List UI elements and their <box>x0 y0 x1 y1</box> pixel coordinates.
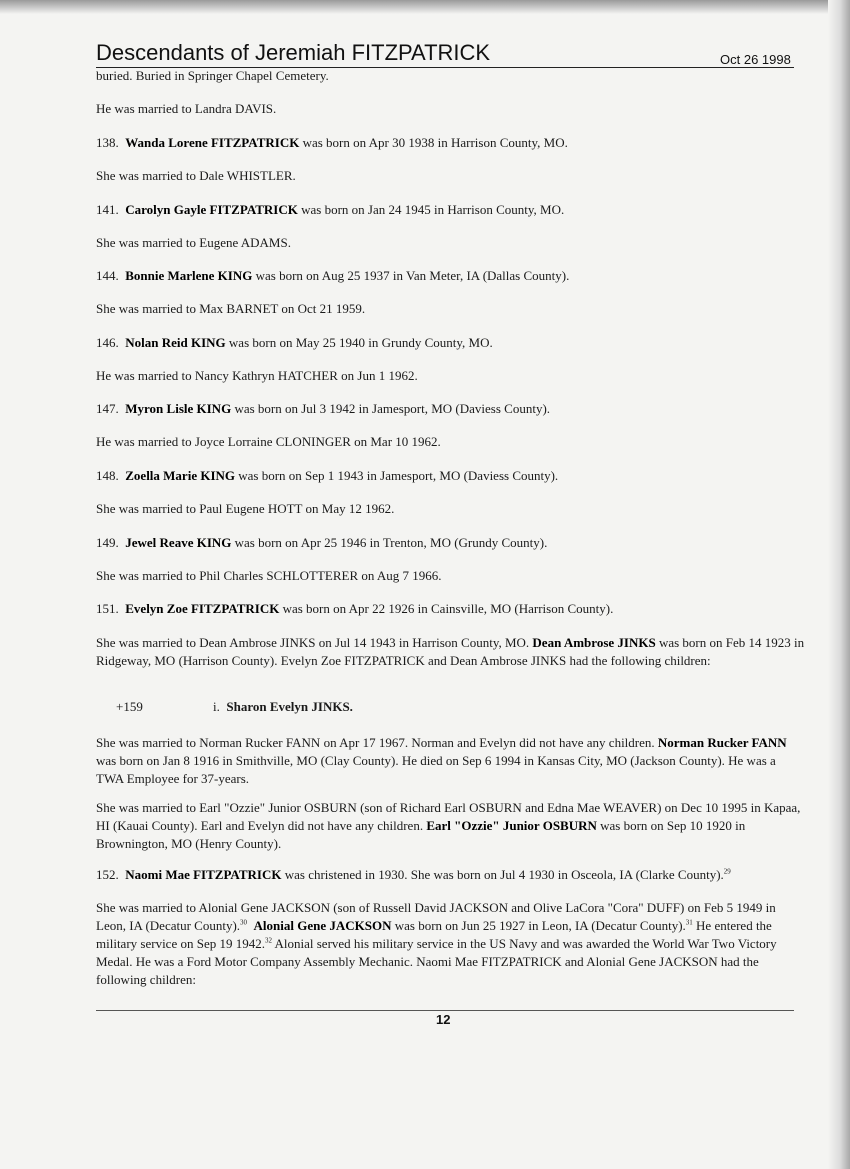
person-name: Zoella Marie KING <box>125 468 236 483</box>
entry-text: She was married to Eugene ADAMS. <box>96 235 291 250</box>
spouse-name: Earl "Ozzie" Junior OSBURN <box>426 818 597 833</box>
person-entry-146 <box>96 334 806 352</box>
spouse-name: Alonial Gene JACKSON <box>253 918 392 933</box>
entry-text: She was married to Earl "Ozzie" Junior OSBURN (son of Richard Earl OSBURN and Edna Mae WEAVER) on Dec 10 1995 in Kapaa, HI (Kauai County). Earl and Evelyn did not have any children. <box>96 800 801 833</box>
marriage-line <box>96 433 806 451</box>
entry-text: was born on Aug 25 1937 in Van Meter, IA (Dallas County). <box>252 268 570 283</box>
entry-number: 147. <box>96 401 119 416</box>
person-name: Nolan Reid KING <box>125 335 226 350</box>
entry-text: was born on May 25 1940 in Grundy County, MO. <box>225 335 493 350</box>
footer-divider <box>96 1010 794 1011</box>
page-number: 12 <box>436 1012 451 1027</box>
entry-text: She was married to Phil Charles SCHLOTTERER on Aug 7 1966. <box>96 568 442 583</box>
marriage-line <box>96 300 806 318</box>
entry-number: 151. <box>96 601 119 616</box>
child-roman: i. <box>213 699 220 714</box>
scan-right-edge <box>828 0 850 1169</box>
entry-text: He was married to Nancy Kathryn HATCHER on Jun 1 1962. <box>96 368 418 383</box>
spouse-name: Norman Rucker FANN <box>657 735 787 750</box>
entry-number: 144. <box>96 268 119 283</box>
entry-number: 149. <box>96 535 119 550</box>
spouse-name: Dean Ambrose JINKS <box>532 635 656 650</box>
entry-text: was born on Jan 24 1945 in Harrison County, MO. <box>297 202 565 217</box>
marriage-line <box>96 167 806 185</box>
entry-number: 138. <box>96 135 119 150</box>
entry-text: was born on Apr 30 1938 in Harrison County, MO. <box>299 135 568 150</box>
marriage-paragraph <box>96 634 806 670</box>
footnote-marker: 32 <box>264 936 272 945</box>
child-name: Sharon Evelyn JINKS. <box>226 699 353 714</box>
person-entry-147 <box>96 400 806 418</box>
scan-top-edge <box>0 0 850 14</box>
person-entry-141 <box>96 201 806 219</box>
person-entry-144 <box>96 267 806 285</box>
entry-text: She was married to Norman Rucker FANN on Apr 17 1967. Norman and Evelyn did not have any children. <box>96 735 658 750</box>
child-number: +159 <box>116 699 143 714</box>
person-name: Myron Lisle KING <box>125 401 232 416</box>
entry-text: was christened in 1930. She was born on Jul 4 1930 in Osceola, IA (Clarke County). <box>281 867 724 882</box>
person-entry-152 <box>96 866 806 884</box>
entry-text: buried. Buried in Springer Chapel Cemetery. <box>96 68 329 83</box>
entry-text: was born on Apr 22 1926 in Cainsville, MO (Harrison County). <box>279 601 614 616</box>
person-entry-151 <box>96 600 806 618</box>
footnote-marker: 31 <box>685 918 693 927</box>
marriage-line <box>96 367 806 385</box>
entry-text: She was married to Dean Ambrose JINKS on Jul 14 1943 in Harrison County, MO. <box>96 635 533 650</box>
marriage-paragraph <box>96 799 806 853</box>
entry-text: She was married to Dale WHISTLER. <box>96 168 296 183</box>
person-entry-138 <box>96 134 806 152</box>
person-name: Wanda Lorene FITZPATRICK <box>125 135 300 150</box>
entry-number: 146. <box>96 335 119 350</box>
child-entry <box>213 699 353 715</box>
person-name: Jewel Reave KING <box>125 535 232 550</box>
marriage-line <box>96 500 806 518</box>
entry-number: 141. <box>96 202 119 217</box>
document-date: Oct 26 1998 <box>720 52 791 67</box>
person-name: Evelyn Zoe FITZPATRICK <box>125 601 280 616</box>
person-entry-148 <box>96 467 806 485</box>
entry-number: 148. <box>96 468 119 483</box>
entry-number: 152. <box>96 867 119 882</box>
entry-text: He was married to Landra DAVIS. <box>96 101 277 116</box>
person-name: Carolyn Gayle FITZPATRICK <box>125 202 298 217</box>
entry-text: He entered the military service on Sep 19 1942. <box>96 918 772 951</box>
entry-text: was born on Sep 10 1920 in Brownington, MO (Henry County). <box>96 818 746 851</box>
entry-text: She was married to Max BARNET on Oct 21 1959. <box>96 301 366 316</box>
marriage-paragraph <box>96 734 806 788</box>
entry-text: was born on Jul 3 1942 in Jamesport, MO (Daviess County). <box>231 401 551 416</box>
footnote-marker: 30 <box>240 918 248 927</box>
entry-continuation <box>96 67 806 85</box>
marriage-paragraph <box>96 899 806 989</box>
entry-text: Alonial served his military service in the US Navy and was awarded the World War Two Victory Medal. He was a Ford Motor Company Assembly Mechanic. Naomi Mae FITZPATRICK and Alonial Gene JACKSON had the following children: <box>96 936 777 987</box>
marriage-line <box>96 234 806 252</box>
footnote-marker: 29 <box>723 867 731 876</box>
person-name: Naomi Mae FITZPATRICK <box>125 867 282 882</box>
entry-text: He was married to Joyce Lorraine CLONINGER on Mar 10 1962. <box>96 434 441 449</box>
entry-text: was born on Jan 8 1916 in Smithville, MO (Clay County). He died on Sep 6 1994 in Kansas City, MO (Jackson County). He was a TWA Employee for 37-years. <box>96 753 776 786</box>
marriage-line <box>96 567 806 585</box>
person-name: Bonnie Marlene KING <box>125 268 253 283</box>
person-entry-149 <box>96 534 806 552</box>
entry-text: was born on Apr 25 1946 in Trenton, MO (Grundy County). <box>231 535 548 550</box>
entry-text: was born on Jun 25 1927 in Leon, IA (Decatur County). <box>391 918 686 933</box>
marriage-line <box>96 100 806 118</box>
entry-text: was born on Sep 1 1943 in Jamesport, MO (Daviess County). <box>235 468 559 483</box>
document-title: Descendants of Jeremiah FITZPATRICK <box>96 40 491 65</box>
entry-text: was born on Feb 14 1923 in Ridgeway, MO (Harrison County). Evelyn Zoe FITZPATRICK and Dean Ambrose JINKS had the following children: <box>96 635 805 668</box>
entry-text: She was married to Alonial Gene JACKSON (son of Russell David JACKSON and Olive LaCora "Cora" DUFF) on Feb 5 1949 in Leon, IA (Decatur County). <box>96 900 776 933</box>
entry-text: She was married to Paul Eugene HOTT on May 12 1962. <box>96 501 395 516</box>
